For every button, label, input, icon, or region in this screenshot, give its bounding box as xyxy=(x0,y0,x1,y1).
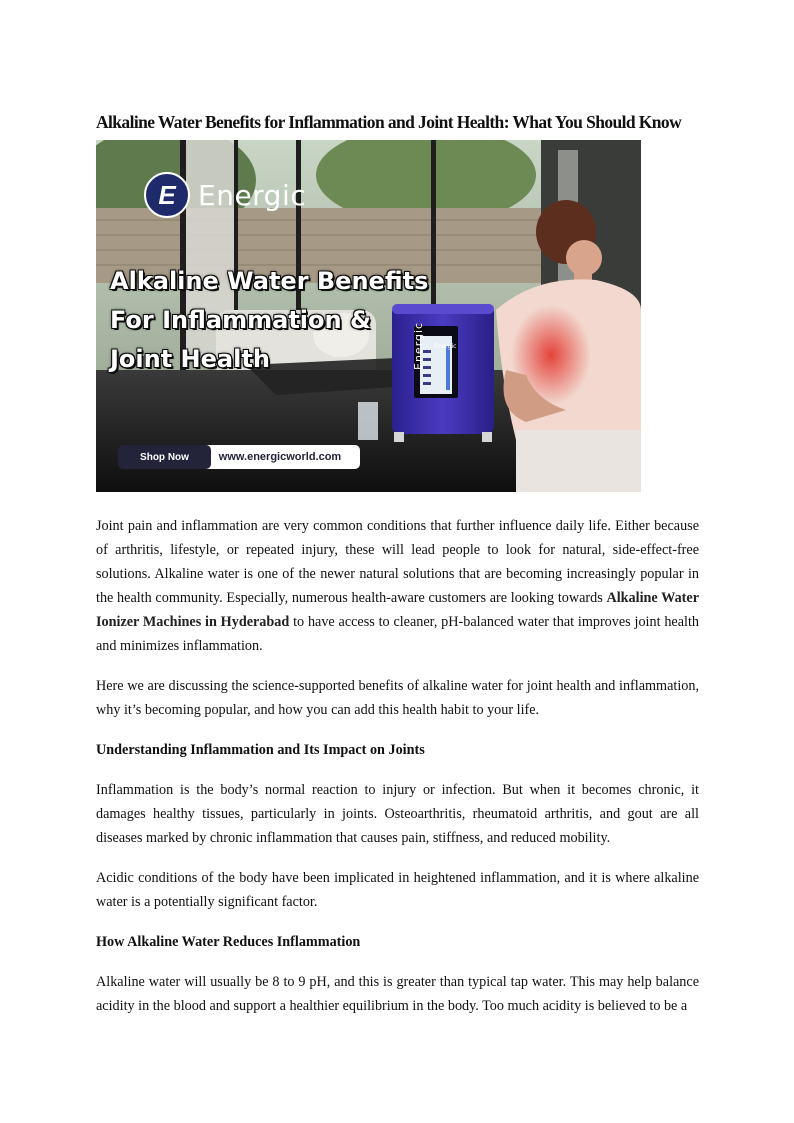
shop-now-button: Shop Now xyxy=(118,445,211,469)
hero-banner-image xyxy=(96,140,641,492)
document-title: Alkaline Water Benefits for Inflammation and Joint Health: What You Should Know xyxy=(96,112,682,132)
paragraph-intro-text-end: to have access to cleaner, pH-balanced water that improves joint health and minimizes inflammation. xyxy=(96,614,700,654)
brand-name: Energic xyxy=(198,178,307,212)
article-body xyxy=(96,514,699,1018)
paragraph-overview: Here we are discussing the science-supported benefits of alkaline water for joint health and inflammation, why it’s becoming popular, and how you can add this health habit to your life. xyxy=(96,678,699,718)
paragraph-intro xyxy=(96,514,699,658)
brand-logo-mark: E xyxy=(144,172,190,218)
heading-how-alkaline-reduces: How Alkaline Water Reduces Inflammation xyxy=(96,934,361,950)
heading-understanding-inflammation: Understanding Inflammation and Its Impact on Joints xyxy=(96,742,425,758)
headline-line-2: For Inflammation & xyxy=(110,306,371,334)
device-brand-label: Energic xyxy=(412,321,425,370)
paragraph-acidic-conditions: Acidic conditions of the body have been implicated in heightened inflammation, and it is where alkaline water is a potentially significant factor. xyxy=(96,870,699,910)
headline-line-3: Joint Health xyxy=(110,345,270,373)
document-page xyxy=(96,110,699,1034)
website-url-button: www.energicworld.com xyxy=(200,445,360,469)
paragraph-intro-text: Joint pain and inflammation are very common conditions that further influence daily life. Either because of arthritis, lifestyle, or repeated injury, these will lead people to look for natural, side-effect-free solutions. Alkaline water is one of the newer natural solutions that are becoming increasingly popular in the health community. Especially, numerous health-aware customers are looking towards xyxy=(96,518,699,606)
headline-line-1: Alkaline Water Benefits xyxy=(110,267,429,295)
paragraph-ph-levels: Alkaline water will usually be 8 to 9 pH, and this is greater than typical tap water. This may help balance acidity in the blood and support a healthier equilibrium in the body. Too much acidity is believed to be a xyxy=(96,974,699,1014)
device-screen-brand: Energic xyxy=(434,343,457,350)
ionizer-machines-link-text[interactable]: Alkaline Water Ionizer Machines in Hyderabad xyxy=(96,590,699,630)
brand-logo xyxy=(144,172,306,218)
paragraph-inflammation: Inflammation is the body’s normal reaction to injury or infection. But when it becomes chronic, it damages healthy tissues, particularly in joints. Osteoarthritis, rheumatoid arthritis, and gout are all diseases marked by chronic inflammation that causes pain, stiffness, and reduced mobility. xyxy=(96,782,699,846)
banner-headline xyxy=(110,262,428,379)
